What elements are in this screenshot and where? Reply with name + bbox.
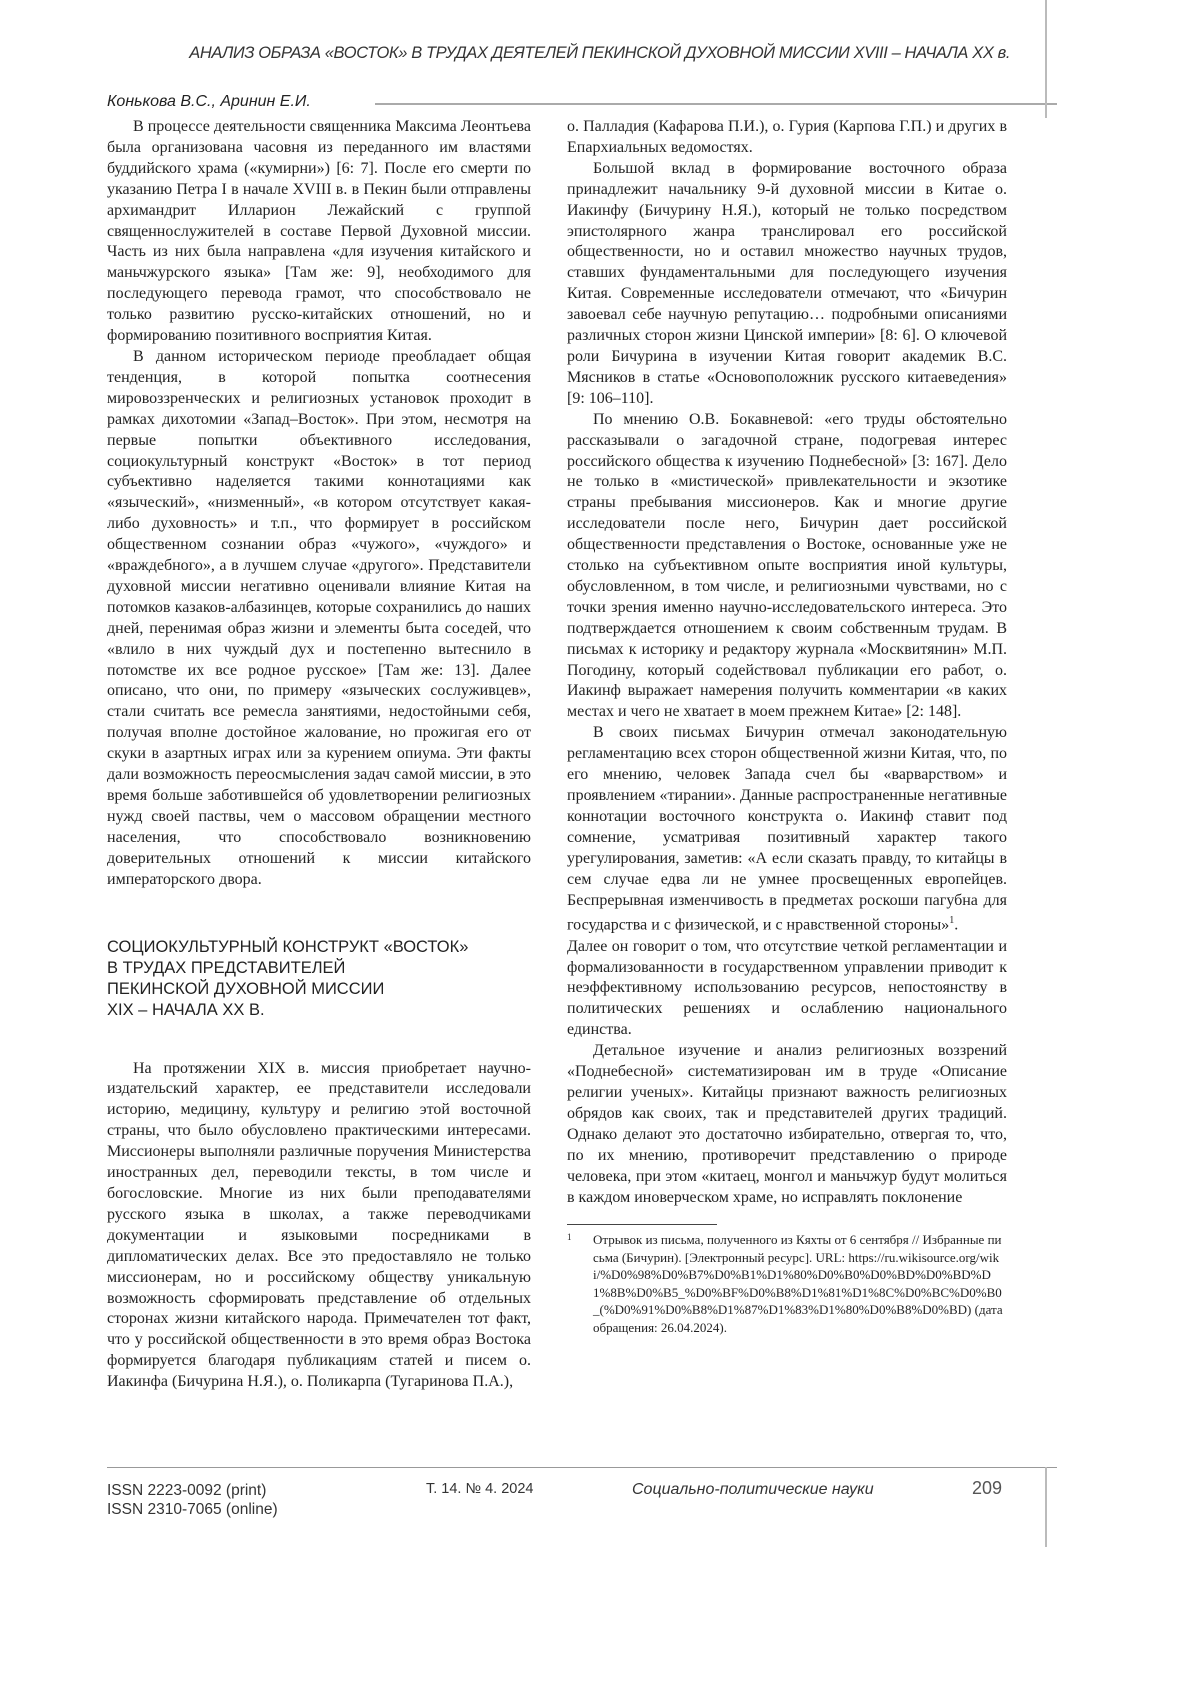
heading-line: СОЦИОКУЛЬТУРНЫЙ КОНСТРУКТ «ВОСТОК» bbox=[107, 937, 531, 958]
paragraph-text: В своих письмах Бичурин отмечал законодательную регламентацию всех сторон общественной жизни Китая, что, по его мнению, человек Запада счел бы «варварством» и проявлением «тирании». Данные распространенные негативные коннотации восточного конструкта о. Иакинф ставит под сомнение, усматривая позитивный характер такого урегулирования, заметив: «А если сказать правду, то китайцы в сем случае едва ли не умнее просвещенных европейцев. Беспрерывная изменчивость в предметах роскоши пагубна для государства и с физической, и с нравственной стороны» bbox=[567, 724, 1007, 933]
heading-line: ПЕКИНСКОЙ ДУХОВНОЙ МИССИИ bbox=[107, 979, 531, 1000]
issn-block bbox=[107, 1481, 278, 1519]
footnote-text: Отрывок из письма, полученного из Кяхты от 6 сентября // Избранные письма (Бичурин). [Электронный ресурс]. URL: https://ru.wikisource.org/wiki/%D0%98%D0%B7%D0%B1%D1%80%D0%B0%D0%BD%D0%BD%D1%8B%D0%B5_%D0%BF%D0%B8%D1%81%D1%8C%D0%BC%D0%B0_(%D0%91%D0%B8%D1%87%D1%83%D1%80%D0%B8%D0%BD) (дата обращения: 26.04.2024). bbox=[593, 1232, 1003, 1335]
footnote-separator bbox=[567, 1224, 717, 1225]
footnote bbox=[567, 1231, 1007, 1336]
footer-vertical-rule bbox=[1045, 1467, 1047, 1547]
paragraph: Далее он говорит о том, что отсутствие четкой регламентации и формализованности в государственном управлении приводит к неэффективному использованию ресурсов, непостоянству в политических решениях и ослаблению национального единства. bbox=[567, 937, 1007, 1042]
paragraph: Детальное изучение и анализ религиозных воззрений «Поднебесной» систематизирован им в труде «Описание религии ученых». Китайцы признают важность религиозных обрядов как своих, так и представителей других традиций. Однако делают это достаточно избирательно, отвергая то, что, по их мнению, противоречит представлению о природе человека, при этом «китаец, монгол и маньчжур будут молиться в каждом иноверческом храме, но исправлять поклонение bbox=[567, 1041, 1007, 1208]
footnote-number: 1 bbox=[567, 1229, 572, 1247]
paragraph: В своих письмах Бичурин отмечал законодательную регламентацию всех сторон общественной жизни Китая, что, по его мнению, человек Запада счел бы «варварством» и проявлением «тирании». Данные распространенные негативные коннотации восточного конструкта о. Иакинф ставит под сомнение, усматривая позитивный характер такого урегулирования, заметив: «А если сказать правду, то китайцы в сем случае едва ли не умнее просвещенных европейцев. Беспрерывная изменчивость в предметах роскоши пагубна для государства и с физической, и с нравственной стороны»1. bbox=[567, 723, 1007, 936]
page-number: 209 bbox=[972, 1478, 1002, 1499]
volume-issue: Т. 14. № 4. 2024 bbox=[426, 1481, 533, 1497]
paragraph: На протяжении XIX в. миссия приобретает научно-издательский характер, ее представители исследовали историю, медицину, культуру и религию этой восточной страны, что было обусловлено практическими интересами. Миссионеры выполняли различные поручения Министерства иностранных дел, переводили тексты, в том числе и богословские. Многие из них были преподавателями русского языка в школах, а также переводчиками документации и языковыми посредниками в дипломатических делах. Все это предоставляло не только миссионерам, но и российскому обществу уникальную возможность сформировать представление об отдельных сторонах жизни китайского народа. Примечателен тот факт, что у российской общественности в это время образ Востока формируется благодаря публикациям статей и писем о. Иакинфа (Бичурина Н.Я.), о. Поликарпа (Тугаринова П.А.), bbox=[107, 1059, 531, 1394]
footnote-reference[interactable]: 1 bbox=[949, 915, 954, 926]
section-heading bbox=[107, 937, 531, 1021]
heading-line: XIX – НАЧАЛА XX В. bbox=[107, 1000, 531, 1021]
paragraph: По мнению О.В. Бокавневой: «его труды обстоятельно рассказывали о загадочной стране, подогревая интерес российского общества к изучению Поднебесной» [3: 167]. Дело не только в «мистической» привлекательности и экзотике страны пребывания миссионеров. Как и многие другие исследователи после него, Бичурин дает российской общественности представления о Востоке, основанные уже не столько на субъективном опыте восприятия иной культуры, обусловленном, в том числе, и религиозными чувствами, но с точки зрения именно научно-исследовательского интереса. Это подтверждается отношением к своим собственным трудам. В письмах к историку и редактору журнала «Москвитянин» М.П. Погодину, который содействовал публикации его работ, о. Иакинф выражает намерения получить комментарии «в каких местах и чего не хватает в моем прежнем Китае» [2: 148]. bbox=[567, 410, 1007, 724]
issn-print: ISSN 2223-0092 (print) bbox=[107, 1481, 278, 1500]
paragraph-continuation: о. Палладия (Кафарова П.И.), о. Гурия (Карпова Г.П.) и других в Епархиальных ведомостях. bbox=[567, 117, 1007, 159]
issn-online: ISSN 2310-7065 (online) bbox=[107, 1500, 278, 1519]
running-title: АНАЛИЗ ОБРАЗА «ВОСТОК» В ТРУДАХ ДЕЯТЕЛЕЙ ПЕКИНСКОЙ ДУХОВНОЙ МИССИИ XVIII – НАЧАЛА XX в. bbox=[150, 44, 1010, 63]
journal-section: Социально-политические науки bbox=[632, 1481, 874, 1499]
paragraph: В данном историческом периоде преобладает общая тенденция, в которой попытка соотнесения мировоззренческих и религиозных установок проходит в рамках дихотомии «Запад–Восток». При этом, несмотря на первые попытки объективного исследования, социокультурный конструкт «Восток» в тот период субъективно наделяется такими коннотациями как «языческий», «низменный», «в котором отсутствует какая-либо духовность» и т.п., что формирует в российском общественном сознании образ «чужого», «чуждого» и «враждебного», а в лучшем случае «другого». Представители духовной миссии негативно оценивали влияние Китая на потомков казаков-албазинцев, которые сохранились до наших дней, перенимая образ жизни и элементы быта соседей, что «влило в них чуждый дух и постепенно вытеснило в потомстве их все родное русское» [Там же: 13]. Далее описано, что они, по примеру «языческих сослуживцев», стали считать все ремесла занятиями, недостойными себя, получая вполне достойное жалование, но прожигая его от скуки в азартных играх или за курением опиума. Эти факты дали возможность переосмысления задач самой миссии, в это время больше заботившейся об удовлетворении религиозных нужд своей паствы, чем о массовом обращении местного населения, что способствовало возникновению доверительных отношений к миссии китайского императорского двора. bbox=[107, 347, 531, 891]
footer-rule bbox=[107, 1467, 1057, 1468]
paragraph: Большой вклад в формирование восточного образа принадлежит начальнику 9-й духовной миссии в Китае о. Иакинфу (Бичурину Н.Я.), который не только посредством эпистолярного жанра транслировал его российской общественности, но и оставил множество научных трудов, ставших фундаментальными для последующего изучения Китая. Современные исследователи отмечают, что «Бичурин завоевал себе научную репутацию… подробными описаниями различных сторон жизни Цинской империи» [8: 6]. О ключевой роли Бичурина в изучении Китая говорит академик В.С. Мясников в статье «Основоположник русского китаеведения» [9: 106–110]. bbox=[567, 159, 1007, 410]
heading-line: В ТРУДАХ ПРЕДСТАВИТЕЛЕЙ bbox=[107, 958, 531, 979]
header-vertical-rule bbox=[1045, 0, 1047, 118]
paragraph: В процессе деятельности священника Максима Леонтьева была организована часовня из переданного им властями буддийского храма («кумирни») [6: 7]. После его смерти по указанию Петра I в начале XVIII в. в Пекин были отправлены архимандрит Илларион Лежайский с группой священнослужителей в составе Первой Духовной миссии. Часть из них была направлена «для изучения китайского и маньчжурского языка» [Там же: 9], необходимого для последующего перевода грамот, что способствовало не только развитию русско-китайских отношений, но и формированию позитивного восприятия Китая. bbox=[107, 117, 531, 347]
header-rule bbox=[375, 103, 1057, 105]
authors: Конькова В.С., Аринин Е.И. bbox=[107, 93, 311, 111]
right-column bbox=[567, 117, 1007, 1336]
left-column bbox=[107, 117, 531, 1393]
